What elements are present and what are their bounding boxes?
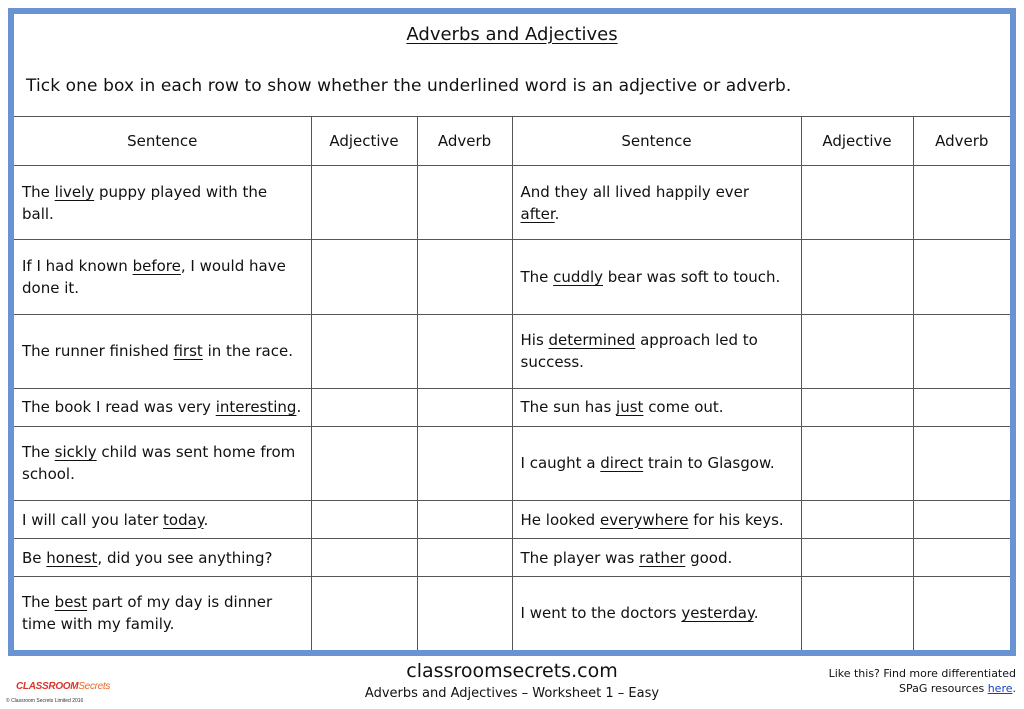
header-sentence-right: Sentence xyxy=(512,117,801,166)
logo-main-text: CLASSROOM xyxy=(16,681,79,692)
adverb-tick-box[interactable] xyxy=(913,240,1010,314)
sentence-text: . xyxy=(753,604,759,623)
sentence-text: If I had known xyxy=(22,256,133,275)
sentence-text: The xyxy=(22,443,55,462)
promo-here-link[interactable]: here xyxy=(987,682,1013,695)
promo-line-2 xyxy=(829,681,1016,696)
sentence-cell-left xyxy=(14,314,311,388)
adverb-tick-box[interactable] xyxy=(417,501,512,539)
sentence-text: The runner finished xyxy=(22,342,174,361)
underlined-word: everywhere xyxy=(599,510,689,529)
sentence-text: part of my day is dinner time with my family. xyxy=(22,593,273,634)
adjective-tick-box[interactable] xyxy=(801,166,913,240)
adjective-tick-box[interactable] xyxy=(801,576,913,650)
header-sentence-left: Sentence xyxy=(14,117,311,166)
sentence-cell-left xyxy=(14,576,311,650)
sentence-text: . xyxy=(296,398,302,417)
sentence-text: And they all lived happily ever xyxy=(520,182,750,201)
answer-table xyxy=(14,116,1010,650)
footer-subtitle: Adverbs and Adjectives – Worksheet 1 – Easy xyxy=(364,686,660,701)
header-adjective-right: Adjective xyxy=(801,117,913,166)
sentence-text: I went to the doctors xyxy=(520,604,682,623)
instruction-text: Tick one box in each row to show whether the underlined word is an adjective or adverb. xyxy=(26,76,792,96)
adjective-tick-box[interactable] xyxy=(311,539,417,577)
underlined-word: first xyxy=(173,342,203,361)
sentence-text: . xyxy=(203,510,209,529)
sentence-text: The book I read was very xyxy=(22,398,216,417)
sentence-cell-right xyxy=(512,240,801,314)
sentence-cell-right xyxy=(512,539,801,577)
table-row xyxy=(14,314,1010,388)
sentence-text: The xyxy=(520,267,554,286)
sentence-cell-right xyxy=(512,388,801,426)
adverb-tick-box[interactable] xyxy=(913,314,1010,388)
adjective-tick-box[interactable] xyxy=(801,501,913,539)
adjective-tick-box[interactable] xyxy=(311,314,417,388)
sentence-text: good. xyxy=(685,548,733,567)
sentence-text: , I would have done it. xyxy=(22,256,286,297)
sentence-text: in the race. xyxy=(202,342,293,361)
adverb-tick-box[interactable] xyxy=(913,501,1010,539)
sentence-text: train to Glasgow. xyxy=(643,454,775,473)
adjective-tick-box[interactable] xyxy=(311,388,417,426)
sentence-cell-left xyxy=(14,240,311,314)
logo-sub-text: Secrets xyxy=(78,681,111,692)
sentence-cell-right xyxy=(512,314,801,388)
underlined-word: direct xyxy=(600,454,644,473)
promo-line-1: Like this? Find more differentiated xyxy=(828,667,1016,680)
sentence-cell-left xyxy=(14,539,311,577)
table-row xyxy=(14,240,1010,314)
sentence-cell-right xyxy=(512,166,801,240)
header-adjective-left: Adjective xyxy=(311,117,417,166)
adjective-tick-box[interactable] xyxy=(801,539,913,577)
underlined-word: best xyxy=(54,593,88,612)
sentence-text: I caught a xyxy=(520,454,601,473)
sentence-text: I will call you later xyxy=(22,510,164,529)
sentence-text: The xyxy=(22,593,55,612)
sentence-text: The player was xyxy=(520,548,640,567)
adverb-tick-box[interactable] xyxy=(913,426,1010,500)
promo-line-2-pre: SPaG resources xyxy=(899,682,988,695)
sentence-cell-left xyxy=(14,426,311,500)
adjective-tick-box[interactable] xyxy=(801,314,913,388)
table-row xyxy=(14,388,1010,426)
adverb-tick-box[interactable] xyxy=(417,576,512,650)
adjective-tick-box[interactable] xyxy=(311,501,417,539)
copyright-text: © Classroom Secrets Limited 2016 xyxy=(6,698,84,704)
table-row xyxy=(14,501,1010,539)
promo-text xyxy=(829,666,1016,696)
sentence-text: , did you see anything? xyxy=(97,548,273,567)
sentence-text: He looked xyxy=(520,510,600,529)
underlined-word: after xyxy=(520,204,555,223)
sentence-text: His xyxy=(520,331,549,350)
adverb-tick-box[interactable] xyxy=(417,240,512,314)
sentence-text: puppy played with the ball. xyxy=(22,182,268,223)
table-row xyxy=(14,576,1010,650)
sentence-cell-left xyxy=(14,388,311,426)
adverb-tick-box[interactable] xyxy=(417,314,512,388)
underlined-word: cuddly xyxy=(553,267,604,286)
sentence-text: Be xyxy=(22,548,47,567)
sentence-text: The sun has xyxy=(520,398,617,417)
adverb-tick-box[interactable] xyxy=(913,576,1010,650)
underlined-word: yesterday xyxy=(681,604,754,623)
worksheet-title: Adverbs and Adjectives xyxy=(406,24,618,45)
sentence-text: for his keys. xyxy=(688,510,784,529)
promo-line-2-post: . xyxy=(1012,682,1016,695)
table-row xyxy=(14,166,1010,240)
adverb-tick-box[interactable] xyxy=(417,166,512,240)
sentence-text: come out. xyxy=(643,398,724,417)
header-adverb-right: Adverb xyxy=(913,117,1010,166)
adjective-tick-box[interactable] xyxy=(801,426,913,500)
header-row xyxy=(14,117,1010,166)
adverb-tick-box[interactable] xyxy=(913,539,1010,577)
underlined-word: lively xyxy=(54,182,95,201)
sentence-cell-left xyxy=(14,501,311,539)
adjective-tick-box[interactable] xyxy=(311,576,417,650)
sentence-text: child was sent home from school. xyxy=(22,443,296,484)
underlined-word: today xyxy=(163,510,204,529)
adjective-tick-box[interactable] xyxy=(801,240,913,314)
table-row xyxy=(14,426,1010,500)
adjective-tick-box[interactable] xyxy=(311,240,417,314)
adjective-tick-box[interactable] xyxy=(311,426,417,500)
sentence-cell-right xyxy=(512,426,801,500)
footer-website: classroomsecrets.com xyxy=(406,660,618,682)
adverb-tick-box[interactable] xyxy=(417,539,512,577)
sentence-text: . xyxy=(554,204,560,223)
adjective-tick-box[interactable] xyxy=(311,166,417,240)
classroom-secrets-logo xyxy=(16,681,110,692)
sentence-cell-right xyxy=(512,576,801,650)
header-adverb-left: Adverb xyxy=(417,117,512,166)
table-row xyxy=(14,539,1010,577)
adverb-tick-box[interactable] xyxy=(913,388,1010,426)
sentence-cell-left xyxy=(14,166,311,240)
underlined-word: just xyxy=(616,398,644,417)
adverb-tick-box[interactable] xyxy=(417,388,512,426)
sentence-text: The xyxy=(22,182,55,201)
underlined-word: before xyxy=(132,256,181,275)
adverb-tick-box[interactable] xyxy=(913,166,1010,240)
underlined-word: interesting xyxy=(215,398,297,417)
sentence-text: approach led to success. xyxy=(520,331,758,372)
worksheet-frame xyxy=(8,8,1016,656)
sentence-text: bear was soft to touch. xyxy=(603,267,781,286)
adjective-tick-box[interactable] xyxy=(801,388,913,426)
sentence-cell-right xyxy=(512,501,801,539)
underlined-word: rather xyxy=(639,548,686,567)
underlined-word: determined xyxy=(548,331,636,350)
adverb-tick-box[interactable] xyxy=(417,426,512,500)
underlined-word: honest xyxy=(46,548,98,567)
underlined-word: sickly xyxy=(54,443,97,462)
